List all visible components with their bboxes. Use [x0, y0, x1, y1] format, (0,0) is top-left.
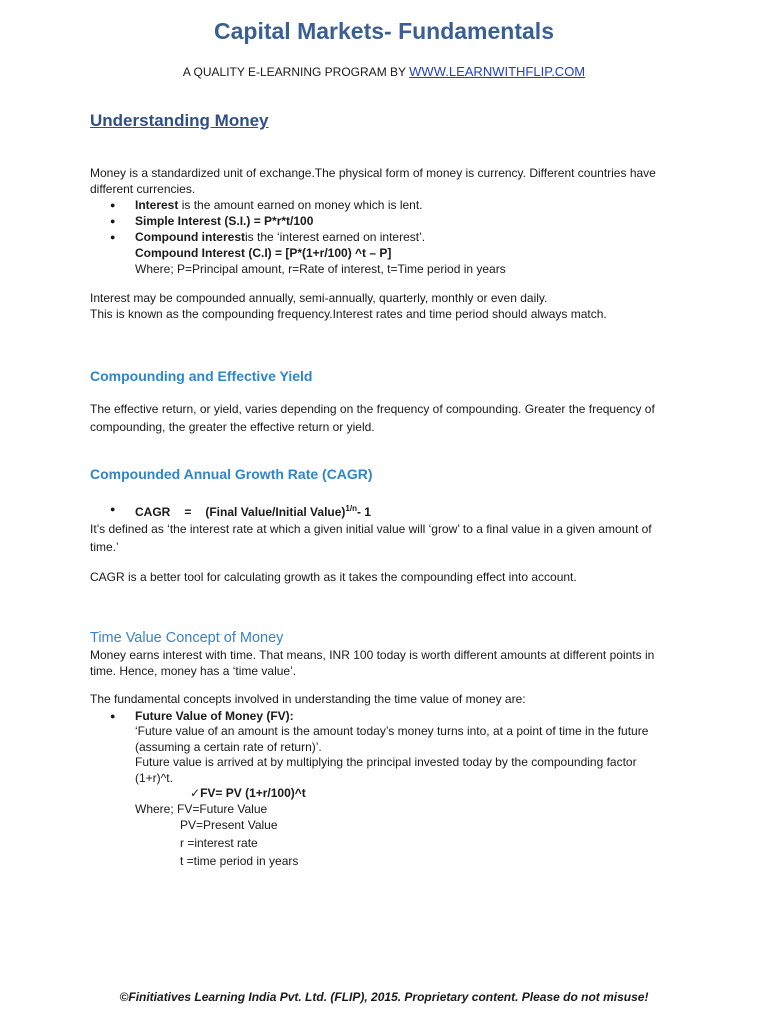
fv-where-2: PV=Present Value: [180, 818, 278, 832]
heading-time-value: Time Value Concept of Money: [90, 630, 284, 646]
time-value-concepts: The fundamental concepts involved in understanding the time value of money are:: [90, 692, 526, 706]
compound-interest-formula: [135, 245, 391, 261]
cagr-equals: =: [184, 505, 192, 519]
subtitle-prefix: A QUALITY E-LEARNING PROGRAM BY: [182, 65, 410, 79]
bullet-interest-bold: Interest: [135, 198, 179, 212]
heading-effective-yield: Compounding and Effective Yield: [90, 368, 313, 384]
heading-cagr: Compounded Annual Growth Rate (CAGR): [90, 466, 373, 482]
heading-understanding-money: Understanding Money: [90, 111, 269, 130]
money-intro: Money is a standardized unit of exchange.The physical form of money is currency. Different countries have different currencies.: [90, 166, 656, 196]
fv-where-1: Where; FV=Future Value: [135, 802, 268, 816]
fv-formula-text: FV= PV (1+r/100)^t: [200, 786, 306, 800]
fv-how: Future value is arrived at by multiplying the principal invested today by the compounding factor (1+r)^t.: [135, 755, 637, 785]
cagr-formula-tail: - 1: [356, 505, 371, 519]
cagr-bullets: [90, 501, 680, 520]
bullet-interest: [90, 197, 680, 213]
compound-where: Where; P=Principal amount, r=Rate of interest, t=Time period in years: [135, 262, 506, 276]
program-subtitle: [0, 64, 768, 79]
cagr-formula-main: (Final Value/Initial Value): [205, 505, 346, 519]
bullet-interest-text: is the amount earned on money which is lent.: [178, 198, 423, 212]
cagr-formula: [90, 501, 680, 520]
copyright-footer: ©Finitiatives Learning India Pvt. Ltd. (FLIP), 2015. Proprietary content. Please do not misuse!: [119, 990, 649, 1004]
compound-formula-text: Compound Interest (C.I) = [P*(1+r/100) ^t – P]: [135, 246, 392, 260]
fv-definition: ‘Future value of an amount is the amount today’s money turns into, at a point of time in the future (assuming a certain rate of return)’.: [135, 724, 649, 754]
page-title: Capital Markets- Fundamentals: [214, 18, 554, 44]
simple-interest-formula: Simple Interest (S.I.) = P*r*t/100: [135, 214, 314, 228]
cagr-definition: It’s defined as ‘the interest rate at which a given initial value will ‘grow’ to a final value in a given amount of time.’: [90, 522, 652, 554]
fv-heading: Future Value of Money (FV):: [135, 709, 294, 723]
compounding-para-1: Interest may be compounded annually, semi-annually, quarterly, monthly or even daily.: [90, 291, 548, 305]
fv-where-3: r =interest rate: [180, 836, 258, 850]
check-icon: ✓: [190, 786, 201, 800]
time-value-intro: Money earns interest with time. That means, INR 100 today is worth different amounts at different points in time. Hence, money has a ‘time value’.: [90, 648, 655, 678]
cagr-label: CAGR: [135, 505, 171, 519]
bullet-future-value: [90, 708, 680, 724]
bullet-compound-text: is the ‘interest earned on interest’.: [245, 230, 426, 244]
compounding-para-2: This is known as the compounding frequency.Interest rates and time period should always match.: [90, 307, 607, 321]
fv-where-4: t =time period in years: [180, 854, 299, 868]
bullet-compound-interest: [90, 229, 680, 245]
fv-formula: [190, 785, 306, 801]
bullet-compound-bold: Compound interest: [135, 230, 245, 244]
effective-yield-text: The effective return, or yield, varies depending on the frequency of compounding. Greater the frequency of compounding, the greater the effective return or yield.: [90, 402, 655, 434]
interest-bullets: [90, 197, 680, 245]
bullet-simple-interest: [90, 213, 680, 229]
cagr-formula-sup: 1/n: [345, 504, 357, 513]
cagr-note: CAGR is a better tool for calculating growth as it takes the compounding effect into account.: [90, 570, 577, 584]
website-link[interactable]: WWW.LEARNWITHFLIP.COM: [409, 64, 586, 79]
fv-bullets: [90, 708, 680, 724]
